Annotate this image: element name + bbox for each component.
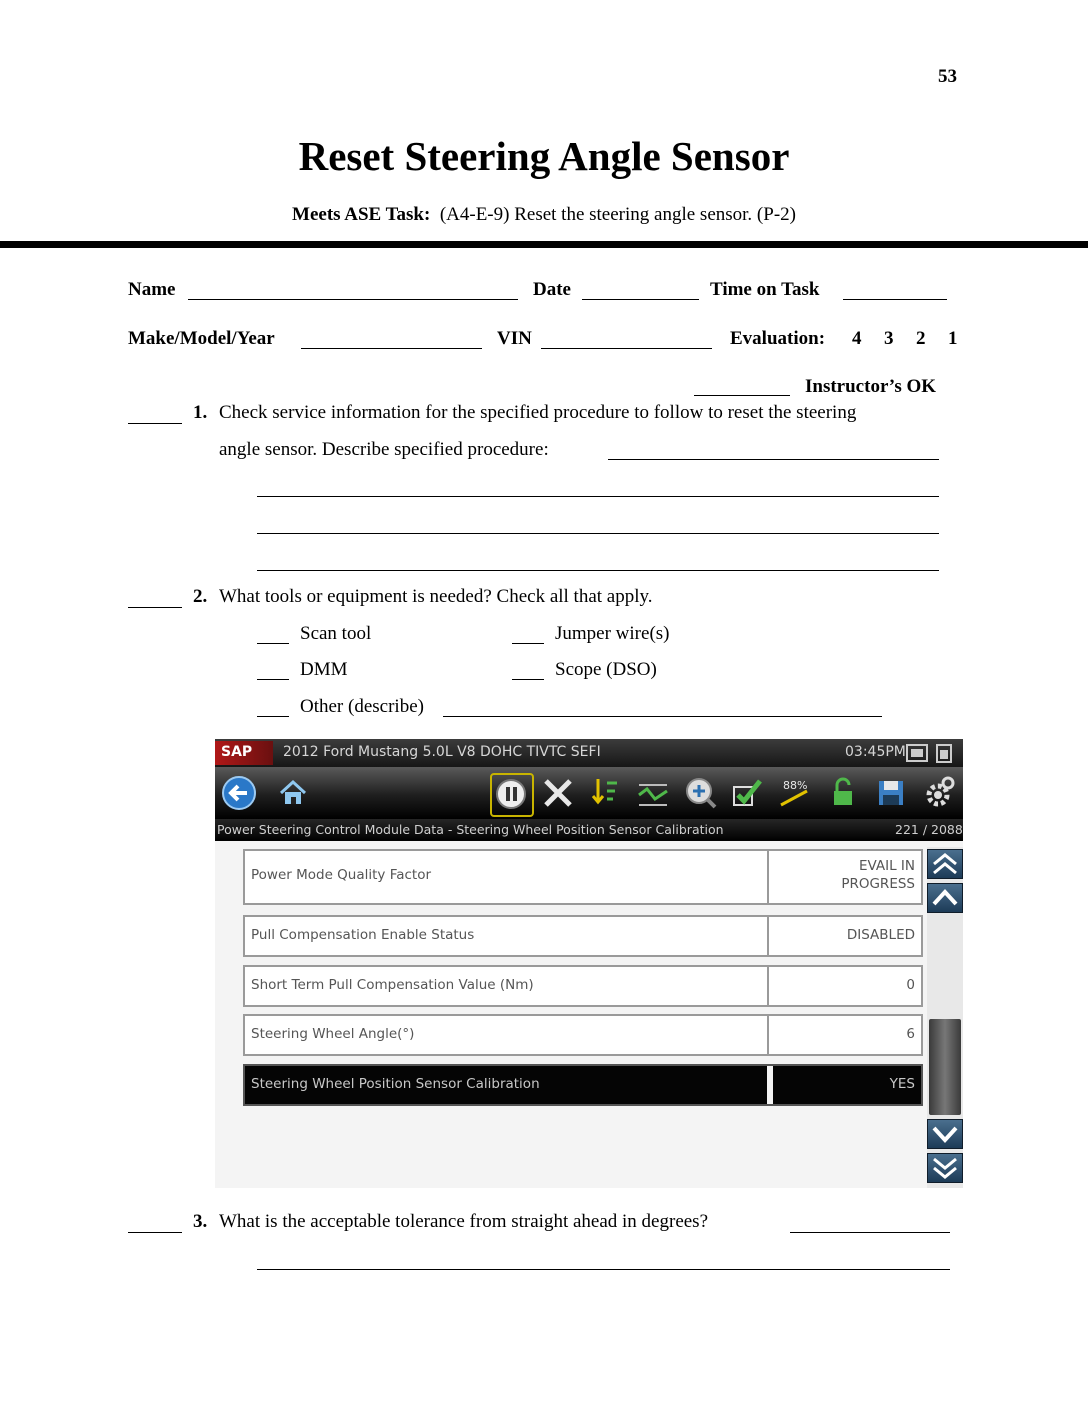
row-name-cell <box>245 1016 769 1054</box>
date-label: Date <box>533 279 571 300</box>
page-title: Reset Steering Angle Sensor <box>298 133 790 179</box>
ase-task-label: Meets ASE Task: <box>292 204 431 225</box>
date-field[interactable] <box>582 299 699 300</box>
row-value: 6 <box>906 1026 915 1042</box>
select-icon[interactable] <box>728 773 768 813</box>
row-name: Steering Wheel Position Sensor Calibration <box>251 1076 540 1092</box>
vin-field[interactable] <box>541 348 712 349</box>
q3-answer-line-2[interactable] <box>257 1269 950 1270</box>
time-on-task-field[interactable] <box>843 299 947 300</box>
scroll-down-icon[interactable] <box>927 1119 963 1149</box>
scroll-up-icon[interactable] <box>927 883 963 913</box>
eval-score-4[interactable]: 4 <box>852 328 862 349</box>
page-number: 53 <box>938 66 957 87</box>
q3-check-field[interactable] <box>128 1232 182 1233</box>
home-icon[interactable] <box>273 773 313 813</box>
option-dmm: DMM <box>300 659 348 680</box>
scan-logo <box>215 741 273 765</box>
q1-number: 1. <box>193 402 208 423</box>
data-row-pull-compensation-status[interactable] <box>243 915 923 957</box>
row-name-cell <box>245 917 769 955</box>
q1-answer-line-4[interactable] <box>257 570 939 571</box>
checkbox-scan-tool[interactable] <box>257 643 289 644</box>
q2-check-field[interactable] <box>128 607 182 608</box>
lock-icon[interactable] <box>823 773 863 813</box>
q3-text: What is the acceptable tolerance from straight ahead in degrees? <box>219 1211 709 1232</box>
name-field[interactable] <box>188 299 518 300</box>
q3-number: 3. <box>193 1211 208 1232</box>
row-name-cell <box>245 967 769 1005</box>
scan-vehicle-title: 2012 Ford Mustang 5.0L V8 DOHC TIVTC SEFI <box>283 744 601 760</box>
header-divider <box>0 241 1088 248</box>
time-on-task-label: Time on Task <box>710 279 820 300</box>
q1-answer-line-2[interactable] <box>257 496 939 497</box>
q2-text: What tools or equipment is needed? Check all that apply. <box>219 586 653 607</box>
vin-label: VIN <box>497 328 532 349</box>
checkbox-scope-dso[interactable] <box>512 679 544 680</box>
row-value <box>841 857 915 893</box>
ase-task-text: (A4-E-9) Reset the steering angle sensor. (P-2) <box>439 204 796 225</box>
option-jumper-wires: Jumper wire(s) <box>555 623 670 644</box>
scrollbar-thumb[interactable] <box>929 1019 961 1115</box>
data-row-steering-wheel-position-calibration[interactable] <box>243 1064 923 1106</box>
row-name: Steering Wheel Angle(°) <box>251 1026 415 1042</box>
row-value-line1: EVAIL IN <box>858 858 915 874</box>
scrollbar[interactable] <box>927 847 963 1188</box>
checkbox-dmm[interactable] <box>257 679 289 680</box>
percent-icon[interactable] <box>775 773 815 813</box>
q3-answer-line-1[interactable] <box>790 1232 950 1233</box>
row-name: Power Mode Quality Factor <box>251 867 432 883</box>
row-name-cell <box>245 1066 773 1104</box>
data-row-power-mode[interactable] <box>243 849 923 905</box>
graph-icon[interactable] <box>633 773 673 813</box>
pause-icon[interactable] <box>490 773 534 817</box>
instructors-ok-label: Instructor’s OK <box>805 376 937 397</box>
q1-answer-line-3[interactable] <box>257 533 939 534</box>
make-model-year-field[interactable] <box>301 348 482 349</box>
make-model-year-label: Make/Model/Year <box>128 328 275 349</box>
zoom-icon[interactable] <box>681 773 721 813</box>
option-other: Other (describe) <box>300 696 424 717</box>
q1-text-line2: angle sensor. Describe specified procedure: <box>219 439 549 460</box>
row-value: DISABLED <box>846 927 915 943</box>
scan-breadcrumb-bar <box>215 819 963 841</box>
row-name: Short Term Pull Compensation Value (Nm) <box>251 977 534 993</box>
eval-score-1[interactable]: 1 <box>948 328 958 349</box>
instructors-ok-field[interactable] <box>694 395 790 396</box>
q2-number: 2. <box>193 586 208 607</box>
eval-score-2[interactable]: 2 <box>916 328 926 349</box>
scan-record-count: 221 / 2088 <box>895 822 963 837</box>
checkbox-other[interactable] <box>257 716 289 717</box>
scan-clock: 03:45PM <box>845 744 906 760</box>
scan-tool-screenshot <box>215 739 963 1188</box>
back-icon[interactable] <box>219 773 259 813</box>
checkbox-jumper-wires[interactable] <box>512 643 544 644</box>
row-value: YES <box>889 1076 915 1092</box>
q1-text-line1: Check service information for the specified procedure to follow to reset the steering <box>219 402 857 423</box>
option-scan-tool: Scan tool <box>300 623 372 644</box>
clear-icon[interactable] <box>538 773 578 813</box>
name-label: Name <box>128 279 176 300</box>
eval-score-3[interactable]: 3 <box>884 328 894 349</box>
row-value-line2: PROGRESS <box>841 876 915 892</box>
scan-logo-text: SAP <box>221 744 253 760</box>
evaluation-label: Evaluation: <box>730 328 826 349</box>
option-scope-dso: Scope (DSO) <box>555 659 657 680</box>
scan-breadcrumb: Power Steering Control Module Data - Steering Wheel Position Sensor Calibration <box>217 822 724 837</box>
svg-text:88%: 88% <box>783 779 808 792</box>
battery-icon <box>905 742 957 764</box>
q1-check-field[interactable] <box>128 423 182 424</box>
settings-icon[interactable] <box>918 773 958 813</box>
ase-task-line <box>0 204 1088 226</box>
page-up-icon[interactable] <box>927 849 963 879</box>
row-name-cell <box>245 851 769 903</box>
sort-icon[interactable] <box>585 773 625 813</box>
data-row-steering-wheel-angle[interactable] <box>243 1014 923 1056</box>
other-describe-line[interactable] <box>443 716 882 717</box>
q1-answer-line-1[interactable] <box>608 459 939 460</box>
save-icon[interactable] <box>871 773 911 813</box>
data-row-short-term-pull-compensation[interactable] <box>243 965 923 1007</box>
row-name: Pull Compensation Enable Status <box>251 927 475 943</box>
row-value: 0 <box>906 977 915 993</box>
page-down-icon[interactable] <box>927 1153 963 1183</box>
